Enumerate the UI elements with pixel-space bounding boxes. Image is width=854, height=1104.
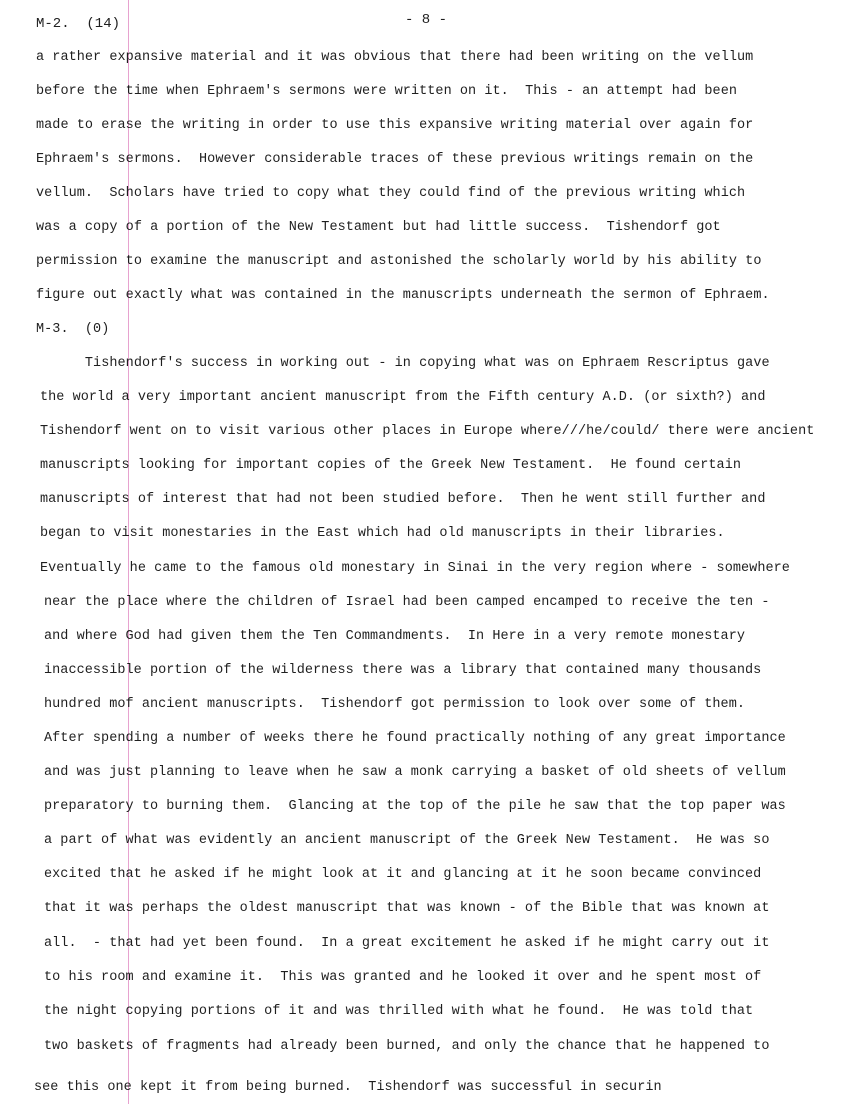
text-line: began to visit monestaries in the East which had old manuscripts in their libraries. [40, 526, 725, 541]
text-line: a rather expansive material and it was obvious that there had been writing on the vellum [36, 50, 754, 65]
text-line: M-3. (0) [36, 322, 110, 337]
text-line: After spending a number of weeks there he found practically nothing of any great importance [44, 731, 786, 746]
section-label: M-2. (14) [36, 16, 121, 32]
page-number: - 8 - [405, 12, 448, 28]
text-line: figure out exactly what was contained in the manuscripts underneath the sermon of Ephraem. [36, 288, 770, 303]
text-line: a part of what was evidently an ancient manuscript of the Greek New Testament. He was so [44, 833, 770, 848]
text-line: Ephraem's sermons. However considerable traces of these previous writings remain on the [36, 152, 754, 167]
text-line: manuscripts looking for important copies of the Greek New Testament. He found certain [40, 458, 742, 473]
text-line: Tishendorf's success in working out - in copying what was on Ephraem Rescriptus gave [36, 356, 770, 371]
text-line: all. - that had yet been found. In a great excitement he asked if he might carry out it [44, 936, 770, 951]
text-line: was a copy of a portion of the New Testament but had little success. Tishendorf got [36, 220, 721, 235]
text-line: that it was perhaps the oldest manuscript that was known - of the Bible that was known at [44, 901, 770, 916]
text-line: preparatory to burning them. Glancing at the top of the pile he saw that the top paper was [44, 799, 786, 814]
text-line: and was just planning to leave when he saw a monk carrying a basket of old sheets of vellum [44, 765, 786, 780]
text-line: Tishendorf went on to visit various other places in Europe where///he/could/ there were ancient [40, 424, 815, 439]
text-line: the world a very important ancient manuscript from the Fifth century A.D. (or sixth?) and [40, 390, 766, 405]
text-line: made to erase the writing in order to use this expansive writing material over again for [36, 118, 754, 133]
text-line: two baskets of fragments had already been burned, and only the chance that he happened to [44, 1039, 770, 1054]
text-line: before the time when Ephraem's sermons were written on it. This - an attempt had been [36, 84, 738, 99]
text-line: and where God had given them the Ten Commandments. In Here in a very remote monestary [44, 629, 746, 644]
text-line: manuscripts of interest that had not been studied before. Then he went still further and [40, 492, 766, 507]
text-line: see this one kept it from being burned. Tishendorf was successful in securin [34, 1080, 662, 1095]
text-line: to his room and examine it. This was granted and he looked it over and he spent most of [44, 970, 762, 985]
text-line: inaccessible portion of the wilderness there was a library that contained many thousands [44, 663, 762, 678]
text-line: near the place where the children of Israel had been camped encamped to receive the ten - [44, 595, 770, 610]
text-line: the night copying portions of it and was thrilled with what he found. He was told that [44, 1004, 754, 1019]
text-line: vellum. Scholars have tried to copy what they could find of the previous writing which [36, 186, 746, 201]
text-line: excited that he asked if he might look at it and glancing at it he soon became convinced [44, 867, 762, 882]
text-line: Eventually he came to the famous old monestary in Sinai in the very region where - somewhere [40, 561, 790, 576]
text-line: permission to examine the manuscript and astonished the scholarly world by his ability to [36, 254, 762, 269]
text-line: hundred mof ancient manuscripts. Tishendorf got permission to look over some of them. [44, 697, 746, 712]
